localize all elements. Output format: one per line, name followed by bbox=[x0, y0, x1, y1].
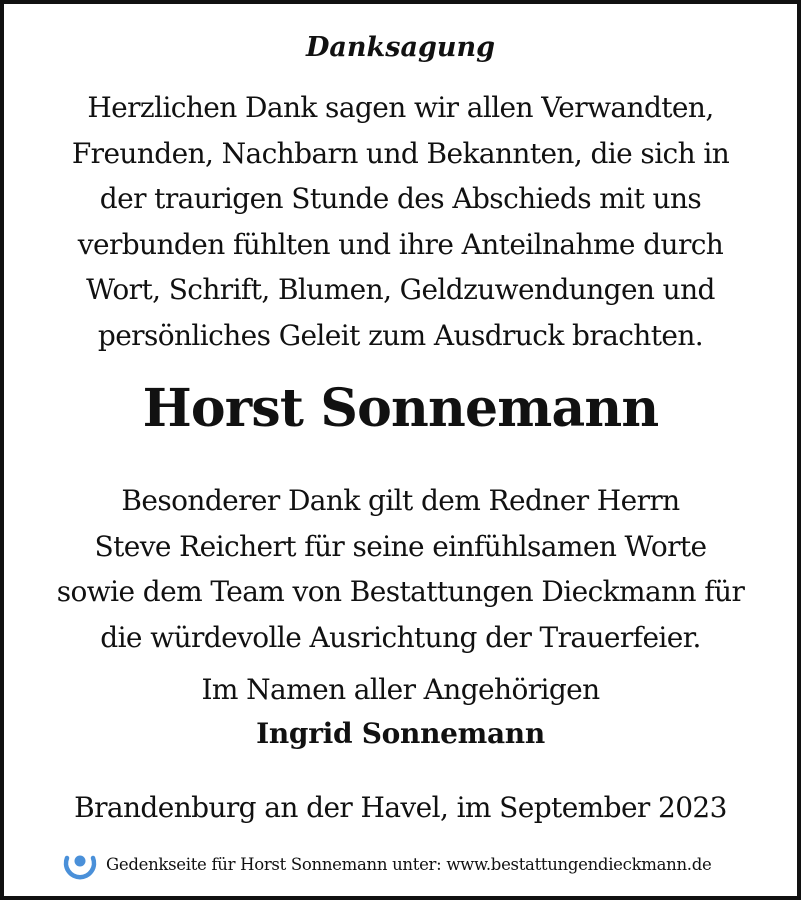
special-thanks-line: sowie dem Team von Bestattungen Dieckmann für bbox=[56, 575, 745, 608]
intro-line: persönliches Geleit zum Ausdruck brachten. bbox=[97, 318, 704, 352]
special-thanks-line: die würdevolle Ausrichtung der Trauerfeier. bbox=[100, 620, 701, 654]
funeral-home-logo-icon bbox=[62, 846, 98, 882]
memorial-page-footer bbox=[62, 846, 711, 882]
intro-line: Freunden, Nachbarn und Bekannten, die sich in bbox=[71, 136, 730, 170]
special-thanks-line: Besonderer Dank gilt dem Redner Herrn bbox=[121, 484, 680, 517]
place-date: Brandenburg an der Havel, im September 2023 bbox=[74, 791, 727, 824]
intro-paragraph bbox=[4, 85, 797, 358]
special-thanks-line: Steve Reichert für seine einfühlsamen Worte bbox=[94, 529, 707, 563]
on-behalf-line: Im Namen aller Angehörigen bbox=[201, 673, 600, 706]
intro-line: Herzlichen Dank sagen wir allen Verwandten, bbox=[87, 91, 714, 124]
intro-line: verbunden fühlten und ihre Anteilnahme durch bbox=[77, 227, 724, 261]
deceased-name: Horst Sonnemann bbox=[142, 378, 659, 439]
intro-line: der traurigen Stunde des Abschieds mit uns bbox=[99, 182, 702, 215]
heading: Danksagung bbox=[306, 32, 495, 63]
closing-block bbox=[4, 668, 797, 756]
signer-name: Ingrid Sonnemann bbox=[256, 717, 545, 750]
intro-line: Wort, Schrift, Blumen, Geldzuwendungen und bbox=[86, 273, 715, 306]
special-thanks-paragraph bbox=[4, 478, 797, 660]
memorial-page-text: Gedenkseite für Horst Sonnemann unter: www.bestattungendieckmann.de bbox=[106, 854, 712, 874]
